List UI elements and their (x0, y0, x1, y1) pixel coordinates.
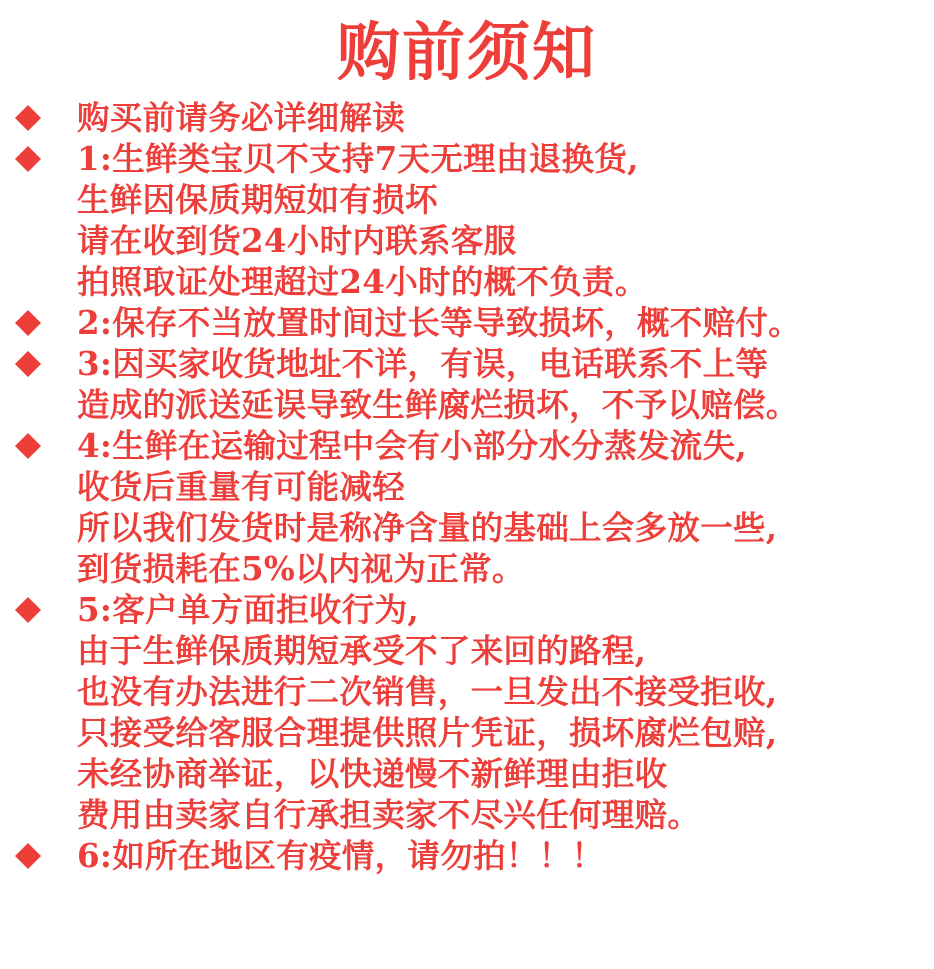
notice-line: 1:生鲜类宝贝不支持7天无理由退换货, (77, 139, 639, 178)
diamond-bullet-icon (14, 97, 42, 138)
diamond-bullet-icon (14, 425, 42, 466)
notice-line: 3:因买家收货地址不详，有误，电话联系不上等 (77, 344, 769, 383)
diamond-bullet-icon (14, 589, 42, 630)
notice-line: 所以我们发货时是称净含量的基础上会多放一些, (77, 508, 778, 547)
notice-item-5 (0, 589, 934, 835)
diamond-bullet-icon (14, 343, 42, 384)
notice-line: 到货损耗在5%以内视为正常。 (77, 549, 525, 588)
notice-item-1 (0, 138, 934, 302)
notice-line: 也没有办法进行二次销售，一旦发出不接受拒收, (77, 672, 778, 711)
notice-item-2 (0, 302, 934, 343)
notice-line: 购买前请务必详细解读 (77, 98, 406, 137)
notice-line: 6:如所在地区有疫情，请勿拍！！！ (77, 836, 605, 875)
notice-line: 只接受给客服合理提供照片凭证，损坏腐烂包赔, (77, 713, 778, 752)
notice-line: 生鲜因保质期短如有损坏 (77, 180, 438, 219)
notice-line: 由于生鲜保质期短承受不了来回的路程, (77, 631, 647, 670)
notice-list (0, 97, 934, 876)
notice-line: 请在收到货24小时内联系客服 (77, 221, 517, 260)
notice-item-6 (0, 835, 934, 876)
notice-item-3 (0, 343, 934, 425)
notice-line: 收货后重量有可能减轻 (77, 467, 406, 506)
notice-item-4 (0, 425, 934, 589)
notice-line: 造成的派送延误导致生鲜腐烂损坏，不予以赔偿。 (77, 385, 799, 424)
notice-line: 4:生鲜在运输过程中会有小部分水分蒸发流失, (77, 426, 748, 465)
notice-line: 拍照取证处理超过24小时的概不负责。 (77, 262, 648, 301)
notice-item-intro (0, 97, 934, 138)
diamond-bullet-icon (14, 138, 42, 179)
notice-line: 2:保存不当放置时间过长等导致损坏，概不赔付。 (77, 303, 802, 342)
notice-line: 5:客户单方面拒收行为, (77, 590, 420, 629)
notice-line: 未经协商举证，以快递慢不新鲜理由拒收 (77, 754, 668, 793)
diamond-bullet-icon (14, 302, 42, 343)
diamond-bullet-icon (14, 835, 42, 876)
notice-line: 费用由卖家自行承担卖家不尽兴任何理赔。 (77, 795, 701, 834)
page-title: 购前须知 (337, 15, 597, 89)
